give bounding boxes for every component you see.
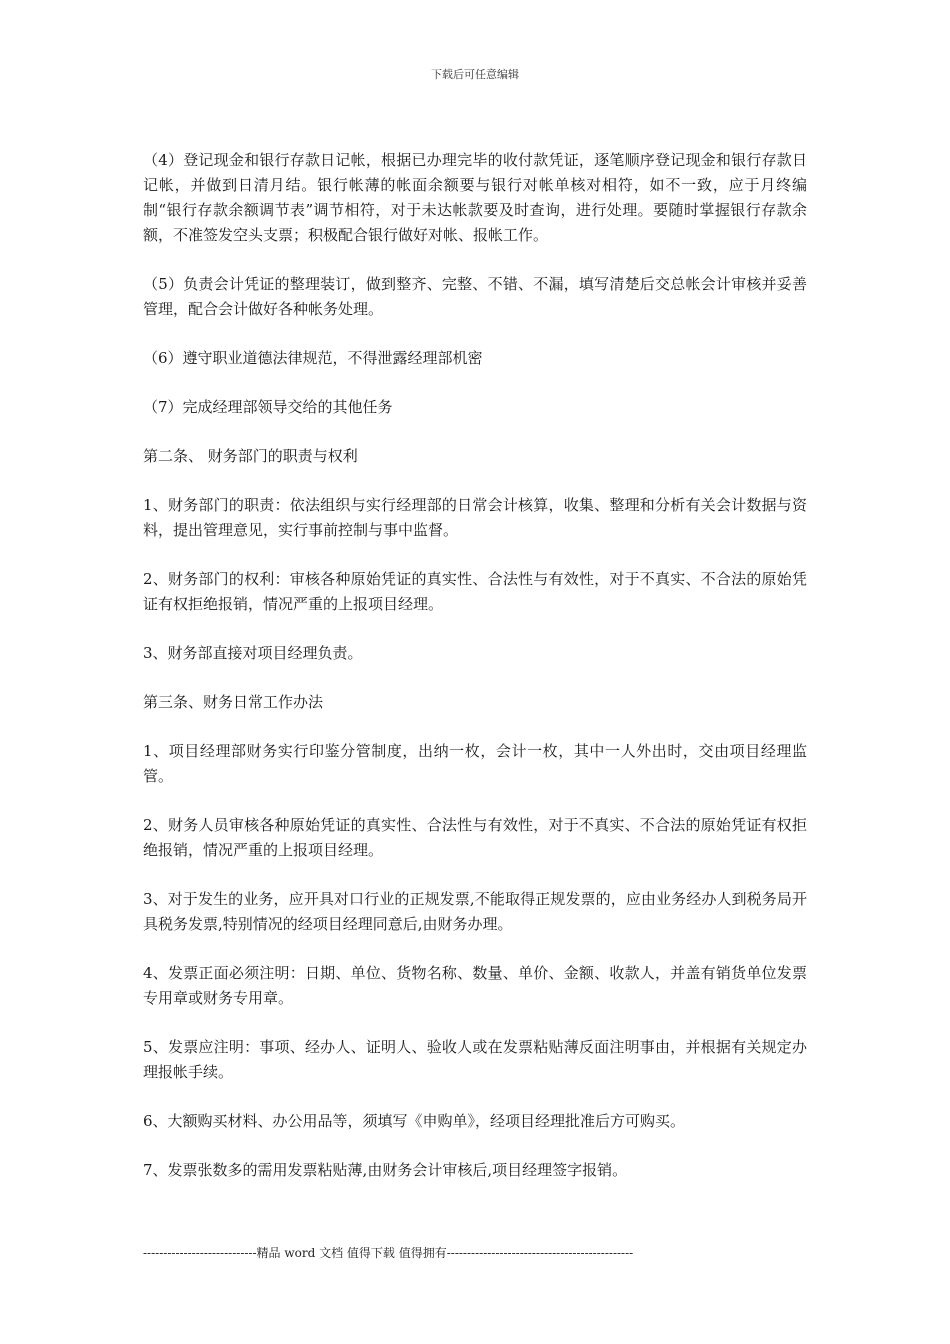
paragraph-article-3-item-3: 3、对于发生的业务，应开具对口行业的正规发票,不能取得正规发票的，应由业务经办人到税务局开具税务发票,特别情况的经项目经理同意后,由财务办理。 (143, 890, 807, 933)
paragraph-article-2-item-1: 1、财务部门的职责：依法组织与实行经理部的日常会计核算，收集、整理和分析有关会计数据与资料，提出管理意见，实行事前控制与事中监督。 (143, 496, 807, 539)
paragraph-article-3-item-6: 6、大额购买材料、办公用品等，须填写《申购单》，经项目经理批准后方可购买。 (143, 1112, 686, 1130)
paragraph-article-3-item-5: 5、发票应注明：事项、经办人、证明人、验收人或在发票粘贴薄反面注明事由，并根据有关规定办理报帐手续。 (143, 1038, 807, 1081)
section-heading-article-3: 第三条、财务日常工作办法 (143, 693, 324, 711)
paragraph-item-7: （7）完成经理部领导交给的其他任务 (143, 398, 393, 416)
paragraph-article-3-item-1: 1、项目经理部财务实行印鉴分管制度，出纳一枚，会计一枚，其中一人外出时，交由项目经理监管。 (143, 742, 807, 785)
paragraph-item-5: （5）负责会计凭证的整理装订，做到整齐、完整、不错、不漏，填写清楚后交总帐会计审核并妥善管理，配合会计做好各种帐务处理。 (143, 275, 807, 318)
document-body (143, 148, 807, 1207)
paragraph-article-3-item-7: 7、发票张数多的需用发票粘贴薄,由财务会计审核后,项目经理签字报销。 (143, 1161, 628, 1179)
paragraph-article-3-item-2: 2、财务人员审核各种原始凭证的真实性、合法性与有效性，对于不真实、不合法的原始凭证有权拒绝报销，情况严重的上报项目经理。 (143, 816, 807, 859)
paragraph-article-3-item-4: 4、发票正面必须注明：日期、单位、货物名称、数量、单价、金额、收款人，并盖有销货单位发票专用章或财务专用章。 (143, 964, 807, 1007)
paragraph-article-2-item-2: 2、财务部门的权利：审核各种原始凭证的真实性、合法性与有效性，对于不真实、不合法的原始凭证有权拒绝报销，情况严重的上报项目经理。 (143, 570, 807, 613)
section-heading-article-2: 第二条、 财务部门的职责与权利 (143, 447, 358, 465)
paragraph-item-4: （4）登记现金和银行存款日记帐，根据已办理完毕的收付款凭证，逐笔顺序登记现金和银行存款日记帐，并做到日清月结。银行帐薄的帐面余额要与银行对帐单核对相符，如不一致，应于月终编制“银行存款余额调节表”调节相符，对于未达帐款要及时查询，进行处理。要随时掌握银行存款余额，不准签发空头支票；积极配合银行做好对帐、报帐工作。 (143, 151, 807, 244)
paragraph-article-2-item-3: 3、财务部直接对项目经理负责。 (143, 644, 363, 662)
page-header-note: 下载后可任意编辑 (431, 68, 519, 81)
page-footer: ----------------------------精品 word 文档 值得下载 值得拥有---------------------------------------------- (143, 1246, 634, 1260)
paragraph-item-6: （6）遵守职业道德法律规范，不得泄露经理部机密 (143, 349, 483, 367)
